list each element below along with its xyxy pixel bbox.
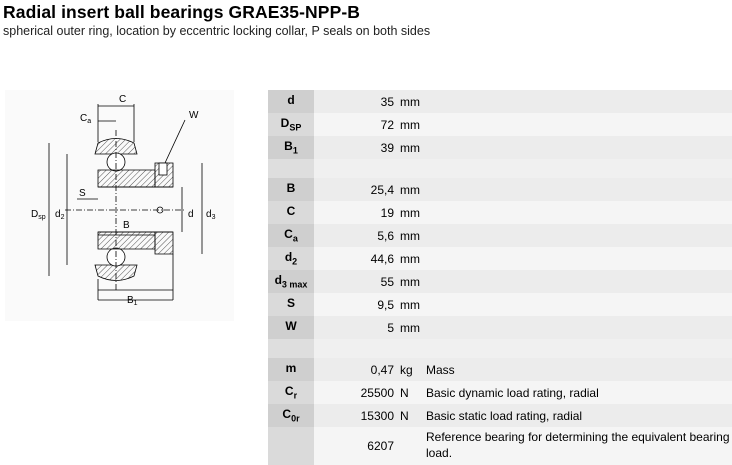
parameter-table — [268, 90, 732, 465]
param-unit: mm — [400, 270, 420, 293]
param-description — [420, 178, 732, 201]
param-value: 39 — [314, 136, 400, 159]
param-description — [420, 90, 732, 113]
param-value: 35 — [314, 90, 400, 113]
page-subtitle: spherical outer ring, location by eccentric locking collar, P seals on both sides — [3, 24, 431, 38]
label-Ca: $C_a$ — [80, 113, 92, 125]
param-value: 5,6 — [314, 224, 400, 247]
param-value: 19 — [314, 201, 400, 224]
param-description — [420, 136, 732, 159]
param-description — [420, 247, 732, 270]
label-d: d — [188, 209, 194, 220]
table-row — [268, 224, 732, 247]
param-value: 15300 — [314, 404, 400, 427]
param-value: 5 — [314, 316, 400, 339]
param-unit: mm — [400, 90, 420, 113]
bearing-cross-section-svg — [5, 90, 234, 321]
param-symbol: $C_{0r}$ — [268, 404, 314, 427]
label-d3: $d_3$ — [206, 209, 216, 221]
table-row — [268, 358, 732, 381]
label-S: S — [79, 188, 86, 199]
param-symbol: B — [268, 178, 314, 201]
label-Dsp: $D_{sp}$ — [31, 209, 46, 221]
table-row — [268, 136, 732, 159]
param-symbol: S — [268, 293, 314, 316]
table-row — [268, 316, 732, 339]
param-description — [420, 293, 732, 316]
param-value: 6207 — [314, 427, 400, 465]
param-symbol: $B_1$ — [268, 136, 314, 159]
param-symbol: $C_a$ — [268, 224, 314, 247]
param-unit: N — [400, 404, 420, 427]
param-unit: mm — [400, 178, 420, 201]
param-value: 44,6 — [314, 247, 400, 270]
param-description — [420, 201, 732, 224]
param-symbol: C — [268, 201, 314, 224]
param-value: 72 — [314, 113, 400, 136]
param-description — [420, 270, 732, 293]
param-description — [420, 113, 732, 136]
param-description: Basic dynamic load rating, radial — [420, 381, 732, 404]
collar-bottom — [155, 232, 173, 254]
param-unit: mm — [400, 201, 420, 224]
param-description: Basic static load rating, radial — [420, 404, 732, 427]
param-value: 25500 — [314, 381, 400, 404]
param-value: 0,47 — [314, 358, 400, 381]
label-d2: $d_2$ — [55, 209, 65, 221]
param-description: Mass — [420, 358, 732, 381]
table-row — [268, 247, 732, 270]
param-value: 25,4 — [314, 178, 400, 201]
param-unit: N — [400, 381, 420, 404]
param-symbol: $D_{SP}$ — [268, 113, 314, 136]
param-description — [420, 316, 732, 339]
param-symbol: W — [268, 316, 314, 339]
table-row — [268, 381, 732, 404]
param-symbol: $d_{3 max}$ — [268, 270, 314, 293]
param-value: 9,5 — [314, 293, 400, 316]
table-row — [268, 201, 732, 224]
param-unit: mm — [400, 136, 420, 159]
table-row — [268, 404, 732, 427]
param-symbol: $C_r$ — [268, 381, 314, 404]
table-row — [268, 178, 732, 201]
table-spacer — [268, 159, 732, 178]
param-description: Reference bearing for determining the equivalent bearing load. — [420, 427, 732, 465]
inner-ring-bottom — [98, 232, 155, 249]
label-B1: $B_1$ — [127, 295, 138, 307]
param-symbol: d — [268, 90, 314, 113]
param-unit: mm — [400, 293, 420, 316]
label-W: W — [189, 110, 199, 121]
param-value: 55 — [314, 270, 400, 293]
param-unit: mm — [400, 224, 420, 247]
table-row — [268, 270, 732, 293]
table-row — [268, 90, 732, 113]
param-unit: mm — [400, 113, 420, 136]
table-row — [268, 293, 732, 316]
table-row — [268, 427, 732, 465]
param-description — [420, 224, 732, 247]
bearing-drawing — [5, 90, 234, 321]
param-unit: mm — [400, 316, 420, 339]
label-B: B — [123, 220, 130, 231]
param-unit: mm — [400, 247, 420, 270]
page-title: Radial insert ball bearings GRAE35-NPP-B — [3, 2, 361, 22]
param-unit — [400, 427, 420, 465]
inner-ring-top — [98, 170, 155, 187]
param-symbol: $d_2$ — [268, 247, 314, 270]
param-symbol — [268, 427, 314, 465]
label-C: C — [119, 94, 127, 105]
table-row — [268, 113, 732, 136]
param-symbol: m — [268, 358, 314, 381]
table-spacer — [268, 339, 732, 358]
param-unit: kg — [400, 358, 420, 381]
